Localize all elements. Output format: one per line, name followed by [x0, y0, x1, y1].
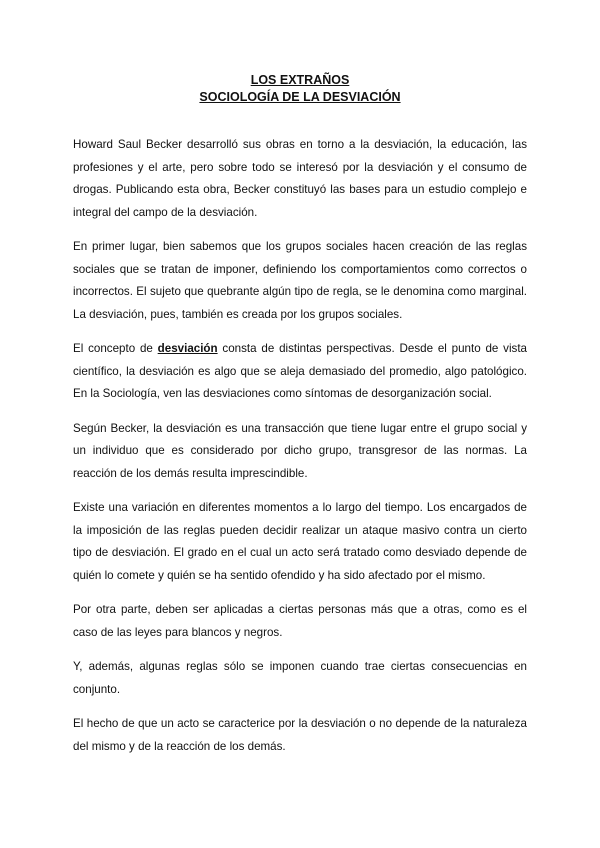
paragraph-social-rules: En primer lugar, bien sabemos que los grupos sociales hacen creación de las reglas sociales que se tratan de imponer, definiendo los comportamientos como correctos o incorrectos. El sujeto que quebrante algún tipo de regla, se le denomina como marginal. La desviación, pues, también es creada por los grupos sociales.	[73, 240, 527, 321]
paragraph-becker-transaction: Según Becker, la desviación es una transacción que tiene lugar entre el grupo social y un individuo que es considerado por dicho grupo, transgresor de las normas. La reacción de los demás resulta imprescindible.	[73, 421, 527, 480]
document-title: LOS EXTRAÑOS	[250, 73, 350, 87]
concept-text-after: consta de distintas perspectivas. Desde el punto de vista científico, la desviación es algo que se aleja demasiado del promedio, algo patológico. En la Sociología, ven las desviaciones como síntomas de desorganización social.	[73, 342, 527, 400]
paragraph-concept	[73, 338, 527, 406]
document-subtitle: SOCIOLOGÍA DE LA DESVIACIÓN	[199, 90, 401, 104]
paragraph-consequences: Y, además, algunas reglas sólo se imponen cuando trae ciertas consecuencias en conjunto.	[73, 660, 527, 696]
paragraph-applied-rules: Por otra parte, deben ser aplicadas a ciertas personas más que a otras, como es el caso de las leyes para blancos y negros.	[73, 603, 527, 639]
concept-term: desviación	[157, 342, 218, 355]
concept-text-before: El concepto de	[73, 342, 158, 355]
document-page	[73, 72, 527, 770]
title-block	[73, 72, 527, 106]
paragraph-intro: Howard Saul Becker desarrolló sus obras en torno a la desviación, la educación, las profesiones y el arte, pero sobre todo se interesó por la desviación y el consumo de drogas. Publicando esta obra, Becker constituyó las bases para un estudio complejo e integral del campo de la desviación.	[73, 138, 527, 219]
paragraph-conclusion: El hecho de que un acto se caracterice por la desviación o no depende de la naturaleza del mismo y de la reacción de los demás.	[73, 717, 527, 753]
paragraph-variation: Existe una variación en diferentes momentos a lo largo del tiempo. Los encargados de la imposición de las reglas pueden decidir realizar un ataque masivo contra un cierto tipo de desviación. El grado en el cual un acto será tratado como desviado depende de quién lo comete y quién se ha sentido ofendido y ha sido afectado por el mismo.	[73, 501, 527, 582]
